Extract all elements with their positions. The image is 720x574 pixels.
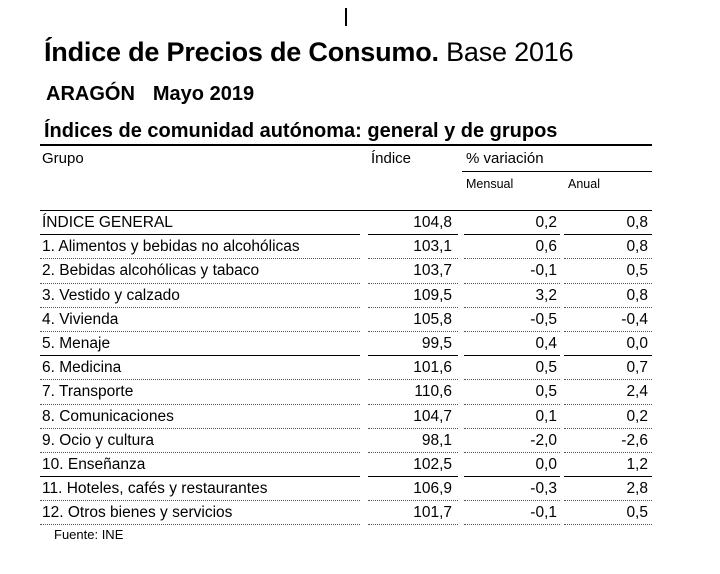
row-mensual: 0,0 (535, 455, 557, 473)
row-name: 11. Hoteles, cafés y restaurantes (42, 480, 268, 498)
row-name: 8. Comunicaciones (42, 407, 174, 425)
row-mensual: 0,4 (535, 334, 557, 352)
row-mensual: -2,0 (530, 431, 557, 449)
table-row (40, 284, 652, 308)
header-variacion: % variación (466, 150, 544, 167)
row-indice: 99,5 (421, 334, 452, 352)
row-indice: 109,5 (413, 286, 452, 304)
row-separator (40, 524, 360, 525)
row-indice: 105,8 (413, 310, 452, 328)
row-name: 10. Enseñanza (42, 455, 146, 473)
row-anual: 0,8 (626, 286, 648, 304)
table-row (40, 210, 652, 235)
region-label: ARAGÓN (46, 83, 135, 105)
header-variacion-rule (462, 171, 652, 172)
row-indice: 106,9 (413, 480, 452, 498)
header-mensual: Mensual (466, 177, 514, 191)
section-title: Índices de comunidad autónoma: general y de grupos (44, 120, 558, 142)
row-separator (368, 524, 458, 525)
table-row (40, 308, 652, 332)
row-name: ÍNDICE GENERAL (42, 214, 173, 231)
row-indice: 103,7 (413, 262, 452, 280)
row-anual: 0,8 (626, 238, 648, 256)
region-period (46, 83, 254, 106)
title-base: Base 2016 (446, 37, 574, 67)
table-row (40, 453, 652, 477)
row-name: 3. Vestido y calzado (42, 286, 180, 304)
table-row (40, 332, 652, 356)
row-mensual: 0,6 (535, 238, 557, 256)
table-row (40, 501, 652, 525)
row-anual: 1,2 (626, 455, 648, 473)
row-mensual: -0,1 (530, 262, 557, 280)
row-mensual: 0,1 (535, 407, 557, 425)
period-label: Mayo 2019 (152, 83, 255, 105)
row-name: 5. Menaje (42, 334, 111, 352)
row-separator (564, 524, 652, 525)
row-anual: 2,4 (626, 383, 648, 401)
row-indice: 101,7 (413, 504, 452, 522)
row-name: 7. Transporte (42, 383, 134, 401)
row-anual: 0,5 (626, 262, 648, 280)
row-mensual: -0,5 (530, 310, 557, 328)
row-mensual: -0,1 (530, 504, 557, 522)
row-indice: 102,5 (413, 455, 452, 473)
row-indice: 104,7 (413, 407, 452, 425)
row-anual: 0,8 (626, 214, 648, 231)
row-mensual: 3,2 (535, 286, 557, 304)
row-anual: -2,6 (621, 431, 648, 449)
text-cursor-mark (345, 8, 347, 26)
table-row (40, 235, 652, 259)
row-mensual: -0,3 (530, 480, 557, 498)
row-indice: 103,1 (413, 238, 452, 256)
row-name: 2. Bebidas alcohólicas y tabaco (42, 262, 260, 280)
title-main: Índice de Precios de Consumo. (44, 37, 439, 67)
table-row (40, 405, 652, 429)
header-top-rule (40, 144, 652, 146)
row-anual: 0,7 (626, 359, 648, 377)
row-separator (464, 524, 560, 525)
row-mensual: 0,5 (535, 383, 557, 401)
table-row (40, 259, 652, 283)
row-anual: 2,8 (626, 480, 648, 498)
source-note: Fuente: INE (54, 527, 124, 542)
data-table (40, 210, 652, 525)
row-mensual: 0,2 (535, 214, 557, 231)
row-name: 6. Medicina (42, 359, 122, 377)
row-indice: 110,6 (414, 383, 452, 401)
row-indice: 98,1 (421, 431, 452, 449)
row-anual: -0,4 (621, 310, 648, 328)
page-title (44, 37, 573, 68)
row-name: 12. Otros bienes y servicios (42, 504, 233, 522)
row-name: 1. Alimentos y bebidas no alcohólicas (42, 238, 300, 256)
header-grupo: Grupo (42, 150, 84, 167)
row-mensual: 0,5 (535, 359, 557, 377)
header-indice: Índice (371, 150, 412, 167)
row-name: 9. Ocio y cultura (42, 431, 154, 449)
table-row (40, 380, 652, 404)
row-anual: 0,0 (626, 334, 648, 352)
row-anual: 0,5 (626, 504, 648, 522)
table-row (40, 356, 652, 380)
row-indice: 101,6 (413, 359, 452, 377)
table-row (40, 429, 652, 453)
table-row (40, 477, 652, 501)
row-anual: 0,2 (626, 407, 648, 425)
header-anual: Anual (568, 177, 600, 191)
row-name: 4. Vivienda (42, 310, 119, 328)
row-indice: 104,8 (413, 214, 452, 231)
